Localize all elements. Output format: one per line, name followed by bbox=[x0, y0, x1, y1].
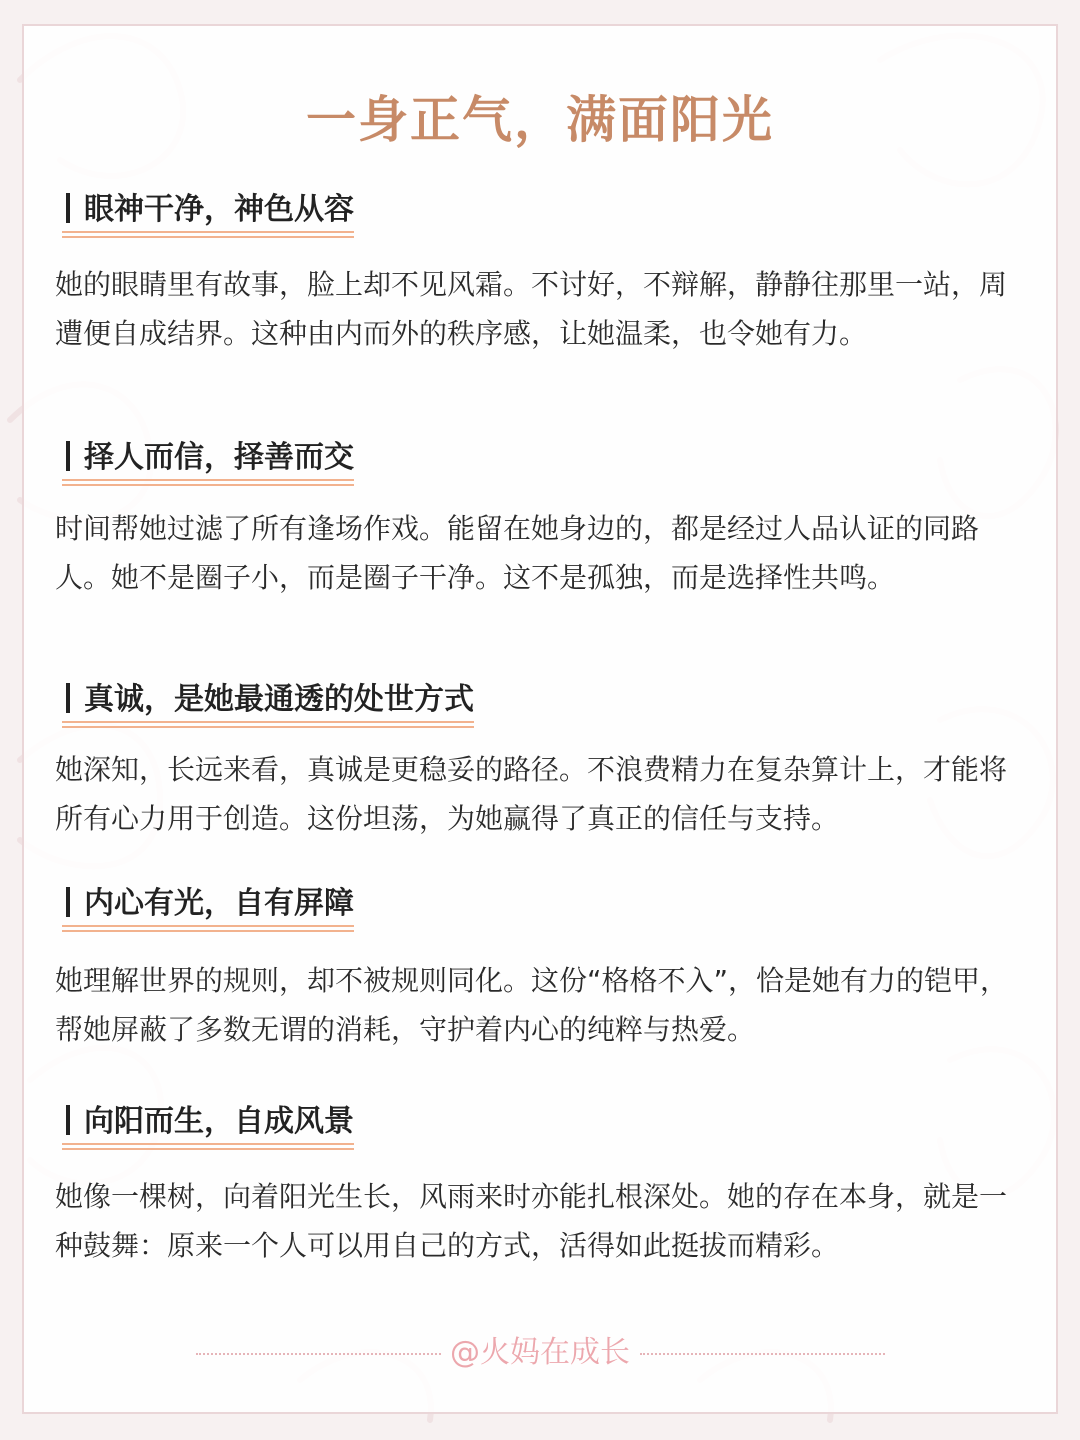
section-heading-text: 眼神干净，神色从容 bbox=[84, 190, 354, 230]
section-heading bbox=[66, 438, 354, 480]
section-paragraph: 时间帮她过滤了所有逢场作戏。能留在她身边的，都是经过人品认证的同路人。她不是圈子小，而是圈子干净。这不是孤独，而是选择性共鸣。 bbox=[55, 512, 980, 594]
section-heading-text: 择人而信，择善而交 bbox=[84, 438, 354, 478]
page-title: 一身正气，满面阳光 bbox=[306, 91, 774, 149]
section-heading bbox=[66, 680, 474, 722]
section-heading-text: 内心有光，自有屏障 bbox=[84, 884, 354, 924]
footer-dotted-line-right bbox=[640, 1353, 885, 1355]
footer-dotted-line-left bbox=[196, 1353, 441, 1355]
heading-bar bbox=[66, 1105, 70, 1135]
section-paragraph: 她理解世界的规则，却不被规则同化。这份“格格不入”，恰是她有力的铠甲，帮她屏蔽了多数无谓的消耗，守护着内心的纯粹与热爱。 bbox=[55, 964, 1009, 1046]
section-paragraph: 她深知，长远来看，真诚是更稳妥的路径。不浪费精力在复杂算计上，才能将所有心力用于创造。这份坦荡，为她赢得了真正的信任与支持。 bbox=[55, 753, 1008, 835]
heading-bar bbox=[66, 441, 70, 471]
section-heading-text: 真诚，是她最通透的处世方式 bbox=[84, 680, 474, 720]
section-heading bbox=[66, 190, 354, 232]
author-handle: @火妈在成长 bbox=[450, 1335, 630, 1370]
section-heading bbox=[66, 1102, 354, 1144]
heading-bar bbox=[66, 683, 70, 713]
heading-bar bbox=[66, 193, 70, 223]
section-heading-text: 向阳而生，自成风景 bbox=[84, 1102, 354, 1142]
footer bbox=[0, 1333, 1080, 1373]
section-heading bbox=[66, 884, 354, 926]
section-paragraph: 她的眼睛里有故事，脸上却不见风霜。不讨好，不辩解，静静往那里一站，周遭便自成结界。这种由内而外的秩序感，让她温柔，也令她有力。 bbox=[55, 268, 1008, 350]
heading-bar bbox=[66, 887, 70, 917]
section-paragraph: 她像一棵树，向着阳光生长，风雨来时亦能扎根深处。她的存在本身，就是一种鼓舞：原来一个人可以用自己的方式，活得如此挺拔而精彩。 bbox=[55, 1180, 1008, 1262]
